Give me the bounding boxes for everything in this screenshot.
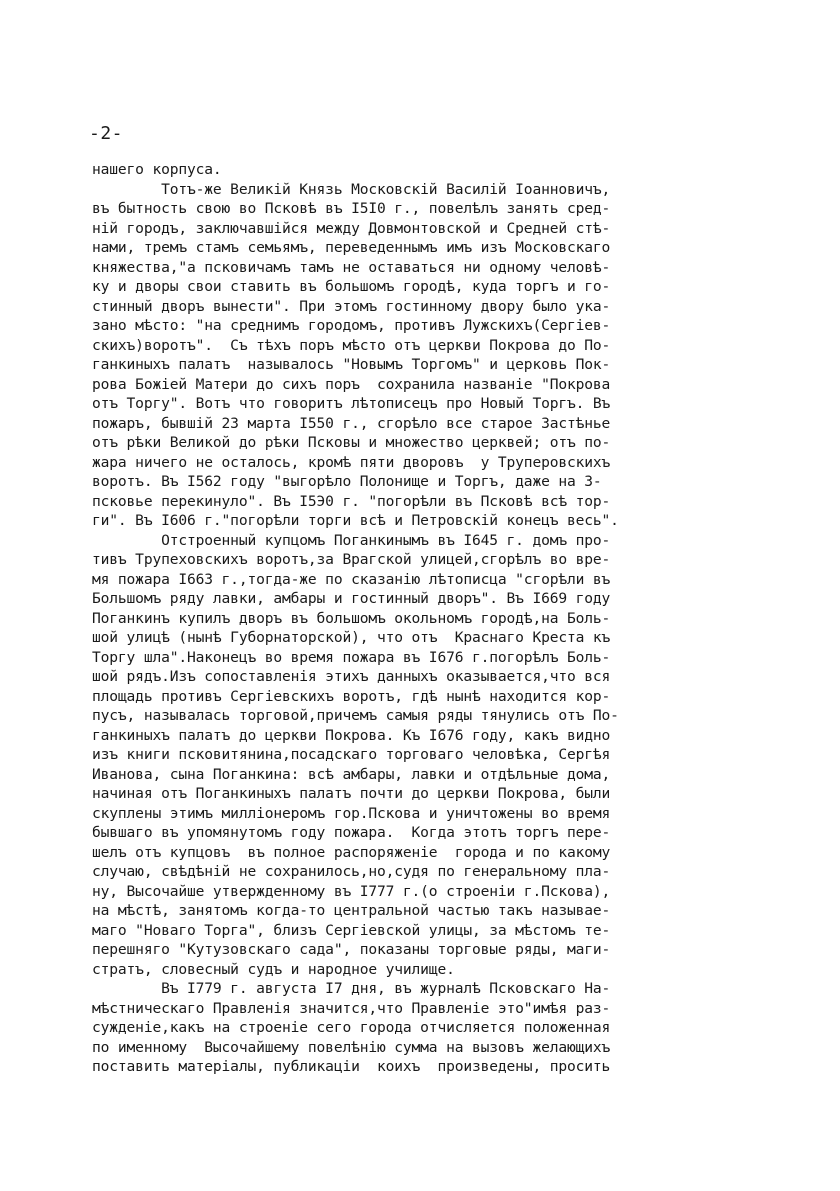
text-line: мѣстническаго Правленiя значится,что Правленiе это"имѣя раз- (92, 999, 611, 1017)
text-line: ку и дворы свои ставить въ большомъ городѣ, куда торгъ и го- (92, 278, 611, 295)
text-line: княжества,"а псковичамъ тамъ не оставаться ни одному человѣ- (92, 258, 611, 276)
text-line: маго "Новаго Торга", близъ Сергiевской улицы, за мѣстомъ те- (92, 921, 611, 939)
text-line: Поганкинъ купилъ дворъ въ большомъ окольномъ городѣ,на Боль- (92, 609, 611, 627)
text-line: скуплены этимъ миллiонеромъ гор.Пскова и уничтожены во время (92, 804, 611, 822)
text-line: рова Божiей Матери до сихъ поръ сохранила названiе "Покрова (92, 375, 611, 393)
text-line: воротъ. Въ I562 году "выгорѣло Полонище и Торгъ, даже на З- (92, 473, 602, 490)
text-line: сужденiе,какъ на строенiе сего города отчисляется положенная (92, 1019, 611, 1036)
text-line: Большомъ ряду лавки, амбары и гостинный дворъ". Въ I669 году (92, 590, 611, 607)
text-line: изъ книги псковитянина,посадскаго торговаго человѣка, Сергѣя (92, 746, 611, 763)
text-line: нашего корпуса. (92, 161, 222, 178)
text-line: пожаръ, бывшiй 23 марта I550 г., сгорѣло все старое Застѣнье (92, 414, 611, 432)
text-line: ганкиныхъ палатъ называлось "Новымъ Торгомъ" и церковь Пок- (92, 356, 611, 373)
text-line: начиная отъ Поганкиныхъ палатъ почти до церкви Покрова, были (92, 785, 611, 802)
text-line: скихъ)воротъ". Съ тѣхъ поръ мѣсто отъ церкви Покрова до По- (92, 336, 611, 354)
text-line: нiй городъ, заключавшiйся между Довмонтовской и Средней стѣ- (92, 219, 611, 237)
page-number: -2- (89, 123, 124, 144)
text-line: отъ рѣки Великой до рѣки Псковы и множество церквей; отъ по- (92, 434, 611, 451)
text-line: пусъ, называлась торговой,причемъ самыя ряды тянулись отъ По- (92, 707, 619, 724)
text-line: по именному Высочайшему повелѣнiю сумма на вызовъ желающихъ (92, 1038, 611, 1056)
text-line: Въ I779 г. августа I7 дня, въ журналѣ Псковскаго На- (92, 980, 611, 997)
text-line: на мѣстѣ, занятомъ когда-то центральной частью такъ называе- (92, 902, 611, 919)
text-line: Торгу шла".Наконецъ во время пожара въ I676 г.погорѣлъ Боль- (92, 648, 611, 666)
body-text (92, 160, 732, 1077)
text-line: стратъ, словесный судъ и народное училище. (92, 960, 455, 978)
text-line: жара ничего не осталось, кромѣ пяти дворовъ у Труперовскихъ (92, 453, 611, 471)
text-line: Отстроенный купцомъ Поганкинымъ въ I645 г. домъ про- (92, 531, 611, 549)
text-line: тивъ Трупеховскихъ воротъ,за Врагской улицей,сгорѣлъ во вре- (92, 551, 611, 568)
text-line: шелъ отъ купцовъ въ полное распоряженiе города и по какому (92, 843, 611, 861)
text-line: шой улицѣ (нынѣ Губорнаторской), что отъ Краснаго Креста къ (92, 629, 611, 646)
text-line: случаю, свѣдѣнiй не сохранилось,но,судя по генеральному пла- (92, 863, 611, 880)
text-line: поставить матерiалы, публикацiи коихъ произведены, просить (92, 1058, 611, 1075)
text-line: псковье перекинуло". Въ I5Э0 г. "погорѣли въ Псковѣ всѣ тор- (92, 492, 611, 510)
text-line: въ бытность свою во Псковѣ въ I5I0 г., повелѣлъ занять сред- (92, 200, 611, 217)
text-line: мя пожара I663 г.,тогда-же по сказанiю лѣтописца "сгорѣли въ (92, 570, 611, 588)
text-line: стинный дворъ вынести". При этомъ гостинному двору было ука- (92, 297, 611, 315)
text-line: бывшаго въ упомянутомъ году пожара. Когда этотъ торгъ пере- (92, 824, 611, 841)
text-line: ну, Высочайше утвержденному въ I777 г.(о строенiи г.Пскова), (92, 882, 611, 900)
text-line: зано мѣсто: "на среднимъ городомъ, противъ Лужскихъ(Сергiев- (92, 317, 611, 334)
text-line: Иванова, сына Поганкина: всѣ амбары, лавки и отдѣльные дома, (92, 765, 611, 783)
text-line: перешняго "Кутузовскаго сада", показаны торговые ряды, маги- (92, 941, 611, 958)
text-line: ги". Въ I606 г."погорѣли торги всѣ и Петровскiй конецъ весь". (92, 512, 619, 529)
text-line: шой рядъ.Изъ сопоставленiя этихъ данныхъ оказывается,что вся (92, 668, 611, 685)
text-line: отъ Торгу". Вотъ что говоритъ лѣтописецъ про Новый Торгъ. Въ (92, 395, 611, 412)
text-line: нами, тремъ стамъ семьямъ, переведеннымъ имъ изъ Московскаго (92, 239, 611, 256)
text-line: Тотъ-же Великiй Князь Московскiй Василiй Iоанновичъ, (92, 180, 611, 198)
text-line: площадь противъ Сергiевскихъ воротъ, гдѣ нынѣ находится кор- (92, 687, 611, 705)
text-line: ганкиныхъ палатъ до церкви Покрова. Къ I676 году, какъ видно (92, 726, 611, 744)
